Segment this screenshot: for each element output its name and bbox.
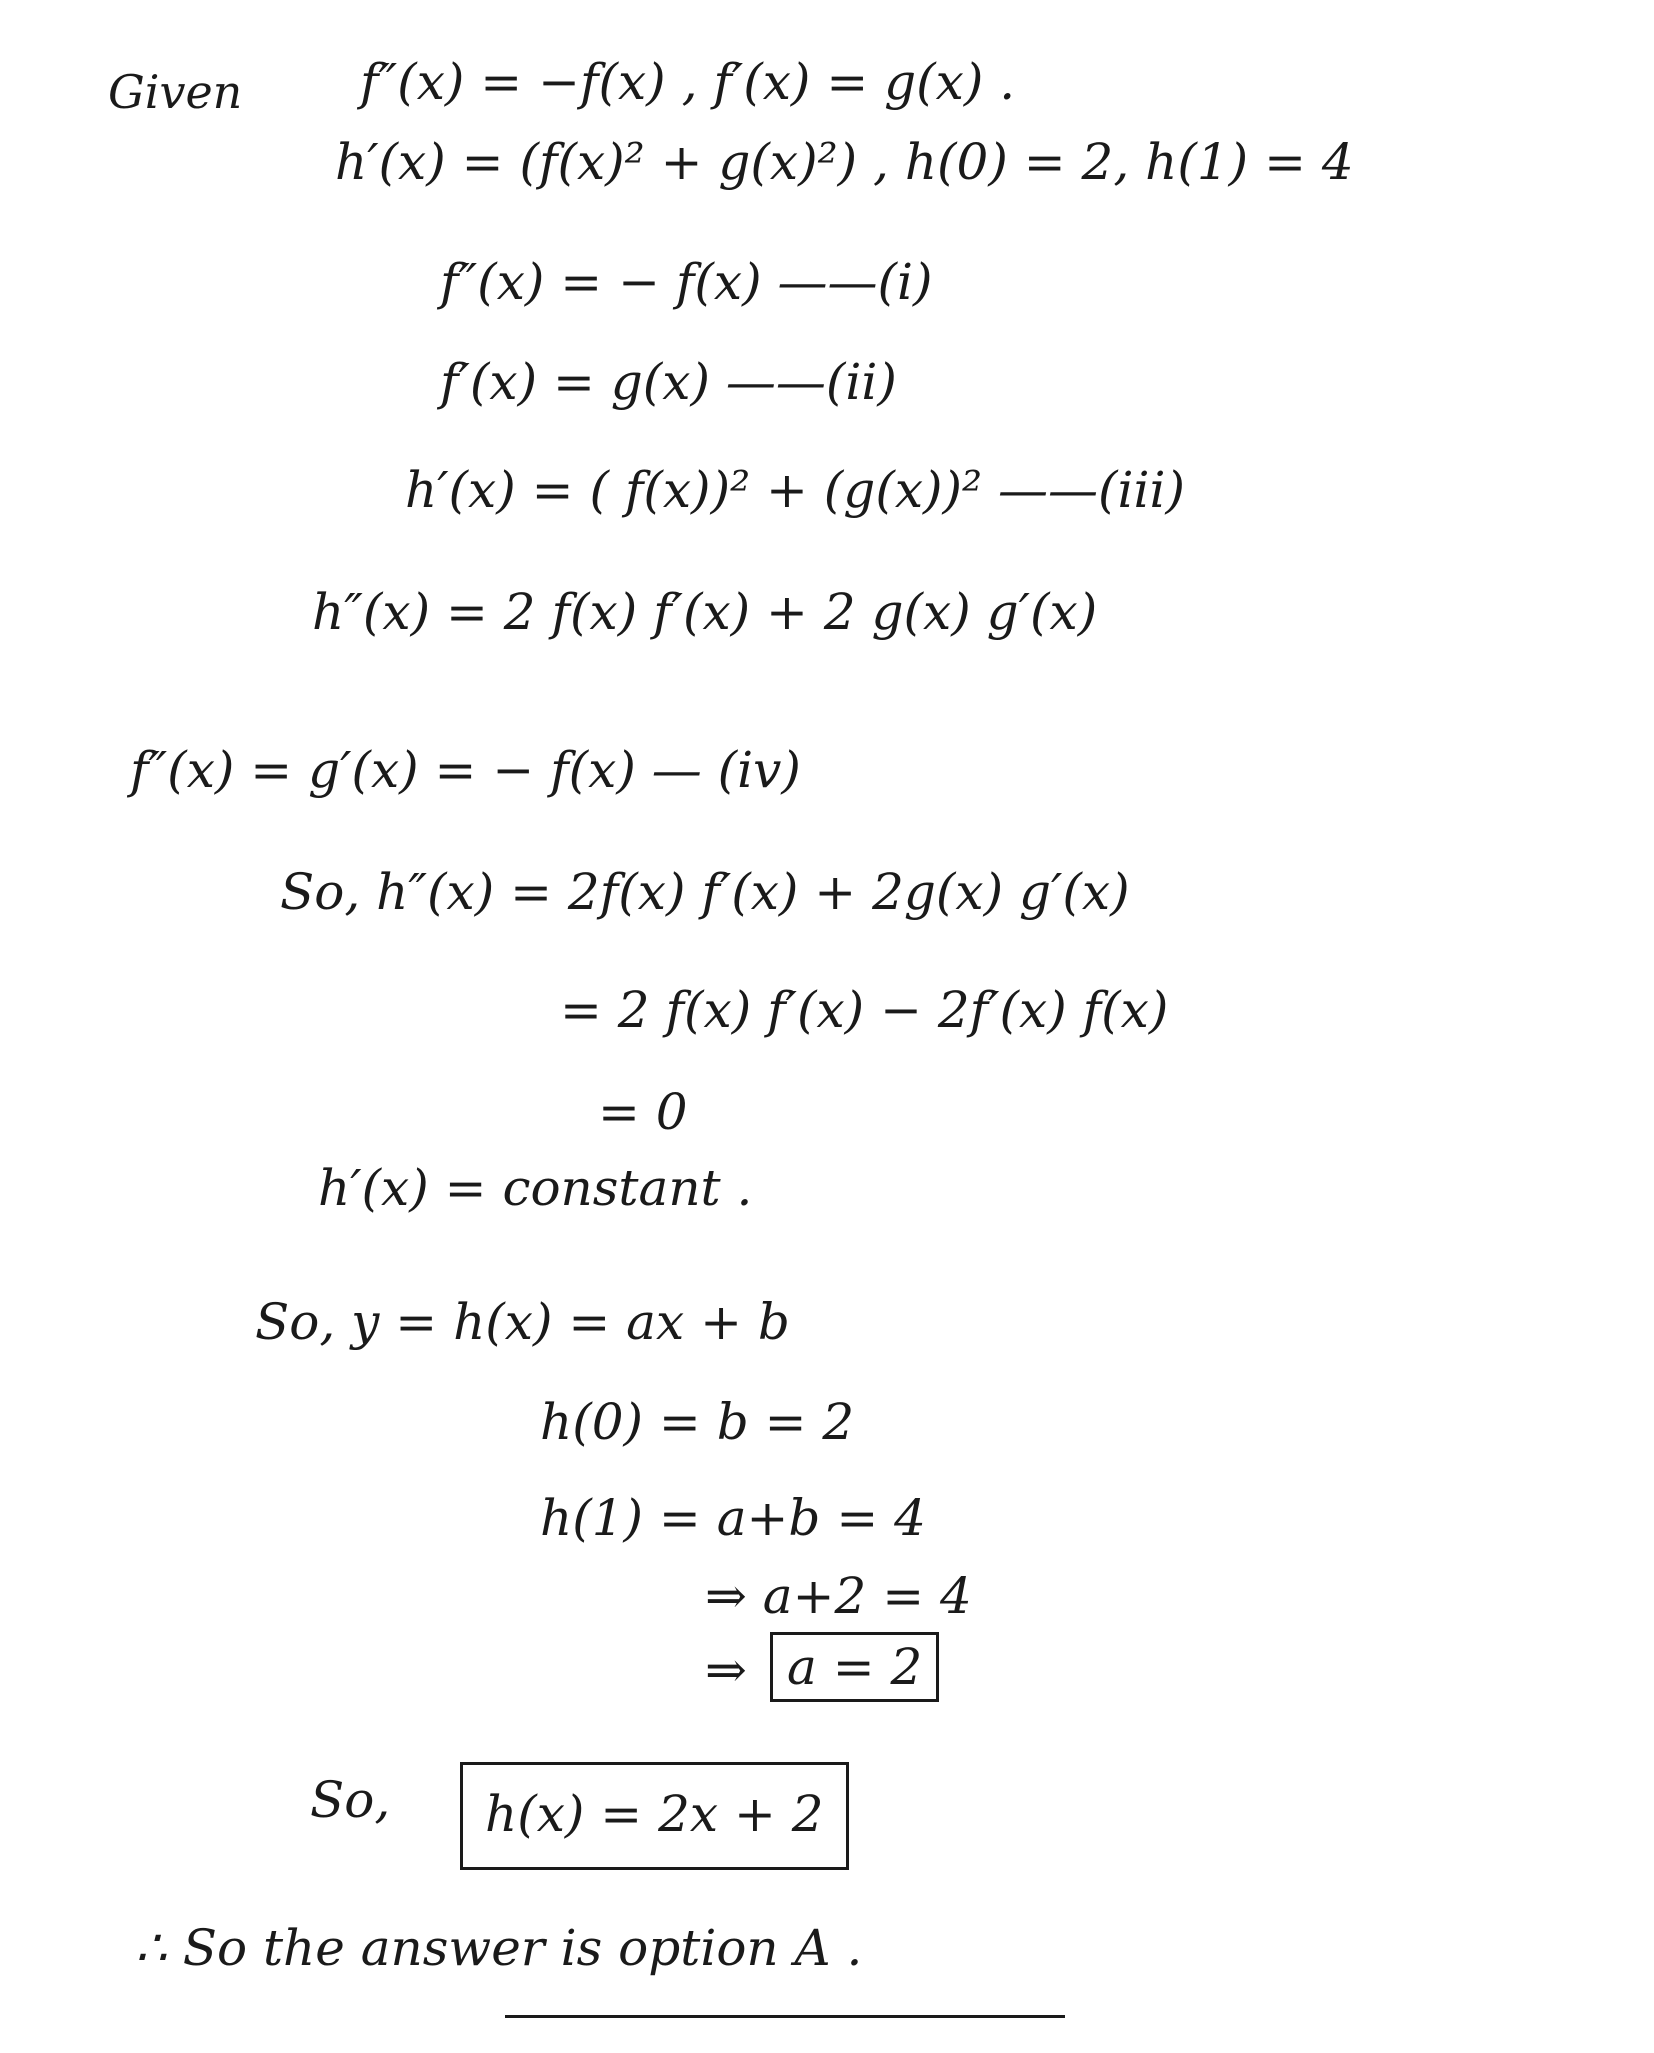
conclusion-underline [505, 2015, 1065, 2018]
equation-ii: f′(x) = g(x) ——(ii) [440, 353, 897, 411]
equation-iii: h′(x) = ( f(x))² + (g(x))² ——(iii) [405, 461, 1185, 519]
substitution-step-1: So, h″(x) = 2f(x) f′(x) + 2g(x) g′(x) [280, 863, 1130, 921]
conclusion-line: ∴ So the answer is option A . [135, 1919, 863, 1977]
so-label: So, [310, 1771, 391, 1829]
boxed-a-value: a = 2 [770, 1632, 939, 1702]
substitution-result-zero: = 0 [598, 1083, 688, 1141]
boxed-final-answer: h(x) = 2x + 2 [460, 1762, 849, 1870]
linear-form: So, y = h(x) = ax + b [255, 1293, 790, 1351]
equation-iv: f″(x) = g′(x) = − f(x) — (iv) [130, 741, 801, 799]
implies-arrow: ⇒ [705, 1641, 747, 1699]
implies-step: ⇒ a+2 = 4 [705, 1567, 972, 1625]
h-zero-condition: h(0) = b = 2 [540, 1393, 855, 1451]
h-prime-constant: h′(x) = constant . [318, 1159, 753, 1217]
h-one-condition: h(1) = a+b = 4 [540, 1489, 926, 1547]
given-equation-1: f″(x) = −f(x) , f′(x) = g(x) . [360, 53, 1016, 111]
equation-i: f″(x) = − f(x) ——(i) [440, 253, 933, 311]
h-double-prime-derivation: h″(x) = 2 f(x) f′(x) + 2 g(x) g′(x) [312, 583, 1098, 641]
given-label: Given [108, 65, 243, 119]
substitution-step-2: = 2 f(x) f′(x) − 2f′(x) f(x) [560, 981, 1169, 1039]
given-equation-2: h′(x) = (f(x)² + g(x)²) , h(0) = 2, h(1) = 4 [335, 133, 1354, 191]
